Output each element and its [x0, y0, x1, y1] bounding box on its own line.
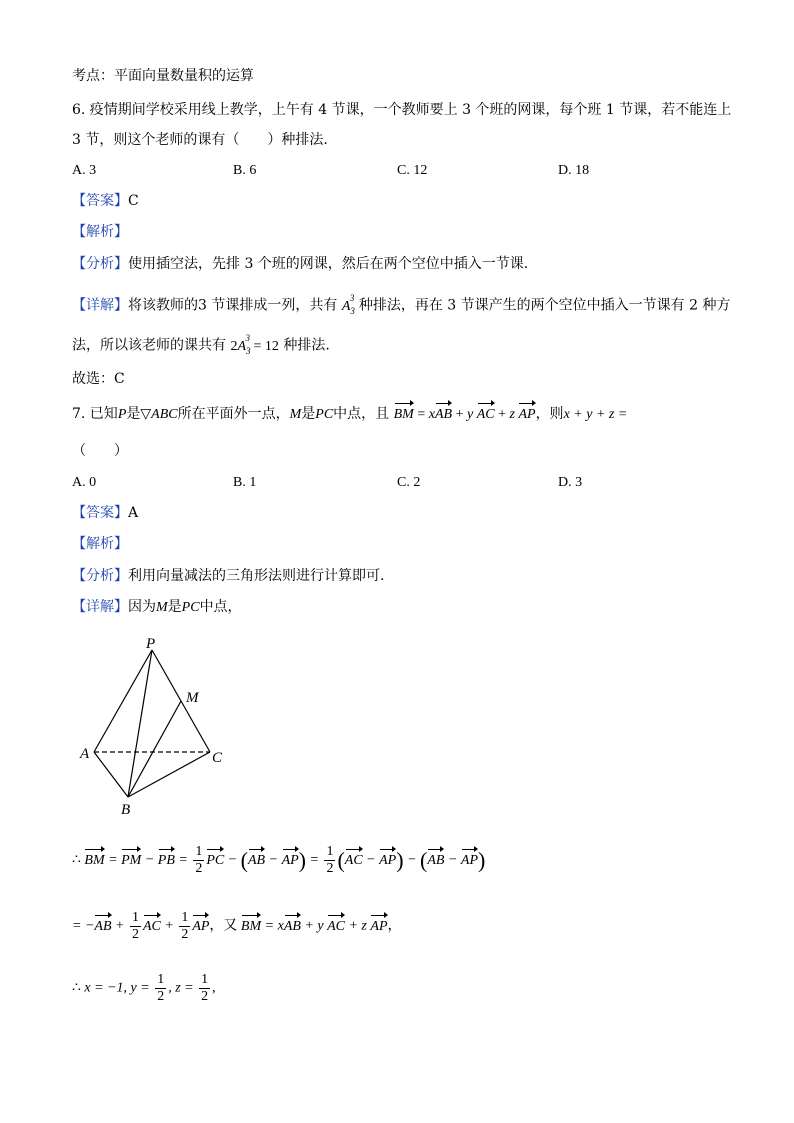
q6-stem-line1: 6. 疫情期间学校采用线上教学，上午有 4 节课，一个教师要上 3 个班的网课，每个班 1 节课，若不能连上: [72, 102, 732, 118]
perm-a33: $A_3^3$: [341, 293, 355, 316]
triangle-abc: ▽ABC: [140, 407, 178, 422]
q6-option-d: D. 18: [558, 163, 590, 178]
fenxi-tag: 【分析】: [72, 256, 128, 272]
point-p: P: [117, 407, 127, 422]
q6-fenxi-text: 使用插空法，先排 3 个班的网课，然后在两个空位中插入一节课.: [128, 256, 529, 272]
q6-detail-line1: [72, 291, 730, 320]
answer-tag: 【答案】: [72, 193, 128, 209]
q7-option-c: C. 2: [397, 475, 421, 490]
q6-detail-line2: [72, 331, 330, 360]
q7-prefix: 7. 已知: [72, 406, 118, 422]
q7-mid5: ，则: [535, 406, 564, 422]
q7-detail-b: 是: [167, 599, 182, 615]
q6-jiexi-tag: 【解析】: [72, 224, 128, 240]
q7-detail-line: [72, 597, 242, 618]
segment-pc: PC: [315, 407, 334, 422]
q7-detail-c: 中点，: [199, 599, 242, 615]
label-c: C: [212, 750, 223, 766]
q7-fenxi-line: [72, 566, 384, 586]
q6-option-b: B. 6: [233, 163, 257, 178]
sum-xyz: x + y + z =: [563, 407, 628, 422]
q7-option-b: B. 1: [233, 475, 257, 490]
q6-detail1-a: 将该教师的3 节课排成一列，共有: [128, 297, 342, 314]
q7-option-d: D. 3: [558, 475, 583, 490]
you-text: ，又: [209, 917, 238, 934]
label-p: P: [146, 636, 156, 652]
q6-fenxi-line: [72, 254, 528, 274]
q6-conclusion: 故选：C: [72, 371, 125, 387]
q6-option-c: C. 12: [397, 163, 428, 178]
q7-mid3: 是: [301, 406, 316, 422]
label-b: B: [121, 802, 131, 818]
q7-mid4: 中点，且: [333, 406, 390, 422]
formula-2a33: $2A_3^3 = 12$: [230, 333, 279, 356]
fenxi-tag: 【分析】: [72, 568, 128, 584]
q7-paren: （ ）: [72, 443, 128, 459]
tetrahedron-figure: [78, 630, 238, 820]
q7-jiexi-tag: 【解析】: [72, 536, 128, 552]
q7-stem-line1: [72, 404, 627, 425]
q6-stem-line2: 3 节，则这个老师的课有（ ）种排法.: [72, 132, 328, 148]
derivation-line1: ∴ BM = PM − PB = $\frac{1}{2}$ PC − (AB − AP) = $\frac{1}{2}$ (AC − AP) − (AB − AP): [72, 844, 486, 876]
xiangjie-tag: 【详解】: [72, 599, 128, 615]
q6-option-a: A. 3: [72, 163, 97, 178]
label-a: A: [80, 746, 90, 762]
label-m: M: [186, 690, 199, 706]
xiangjie-tag: 【详解】: [72, 297, 128, 314]
vector-equation: BM = xAB + y AC + z AP: [394, 407, 536, 422]
derivation-line2: = −AB + $\frac{1}{2}$ AC + $\frac{1}{2}$ AP，又 BM = xAB + y AC + z AP，: [72, 910, 402, 942]
q6-detail2-b: 种排法.: [278, 337, 330, 354]
q6-detail2-a: 法，所以该老师的课共有: [72, 337, 231, 354]
answer-tag: 【答案】: [72, 505, 128, 521]
point-m: M: [289, 407, 302, 422]
point-m-ref: M: [156, 600, 168, 615]
q7-detail-a: 因为: [128, 599, 156, 615]
comma-text: ，: [387, 917, 402, 934]
q7-fenxi-text: 利用向量减法的三角形法则进行计算即可.: [128, 568, 385, 584]
q7-answer-value: A: [128, 505, 139, 521]
q6-detail1-b: 种排法，再在 3 节课产生的两个空位中插入一节课有 2 种方: [354, 297, 731, 314]
q7-mid1: 是: [126, 406, 141, 422]
q7-mid2: 所在平面外一点，: [177, 406, 290, 422]
q6-answer-value: C: [128, 193, 139, 209]
derivation-line3: ∴ x = −1, y = $\frac{1}{2}$ , z = $\frac{1}{2}$ ,: [72, 972, 216, 1004]
segment-pc-ref: PC: [181, 600, 200, 615]
q7-answer-line: [72, 503, 138, 523]
q6-answer-line: [72, 191, 139, 211]
topic-line: 考点：平面向量数量积的运算: [72, 68, 254, 84]
q7-option-a: A. 0: [72, 475, 97, 490]
